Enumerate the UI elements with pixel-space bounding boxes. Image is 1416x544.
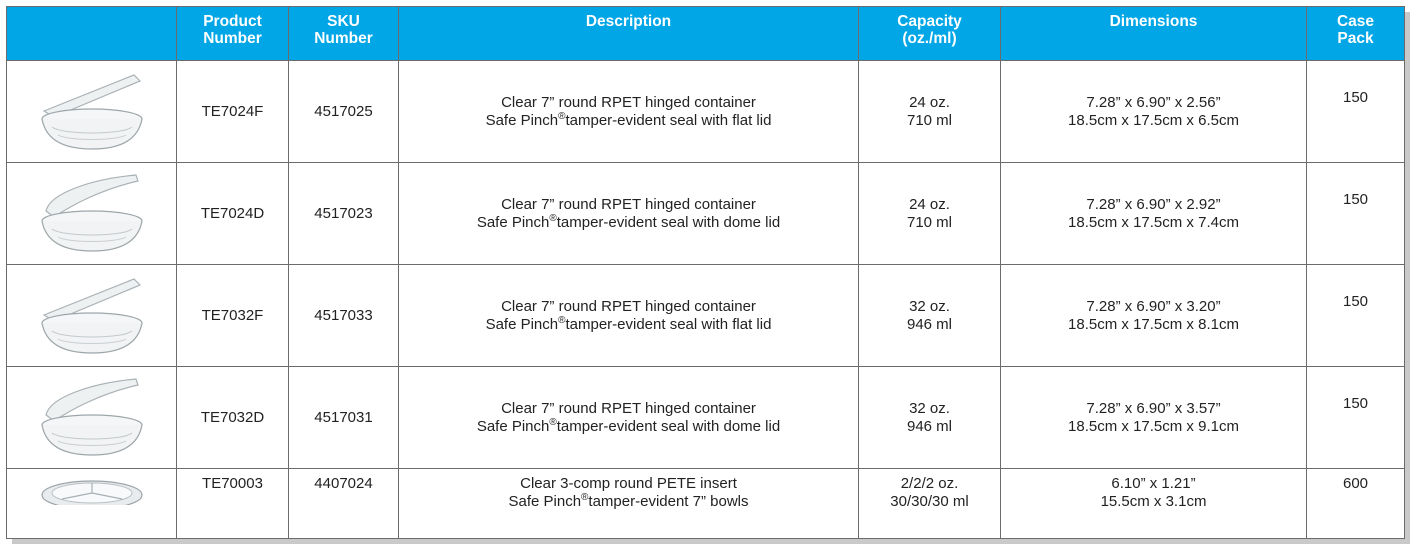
desc-1: Clear 7” round RPET hinged container	[501, 297, 756, 315]
desc-2a: Safe Pinch	[476, 417, 550, 435]
dim-1: 6.10” x 1.21”	[1111, 475, 1196, 492]
product-number-cell	[177, 163, 289, 265]
desc-2a: Safe Pinch	[485, 315, 559, 333]
case-pack: 150	[1342, 191, 1369, 208]
case-pack: 150	[1342, 89, 1369, 106]
dim-2: 15.5cm x 3.1cm	[1100, 493, 1207, 510]
description-cell	[399, 367, 859, 469]
registered-mark: ®	[558, 314, 566, 326]
product-number: TE70003	[202, 475, 263, 492]
dim-2: 18.5cm x 17.5cm x 7.4cm	[1068, 213, 1239, 231]
sku: 4517031	[314, 408, 373, 426]
dimensions-cell	[1001, 163, 1307, 265]
desc-2b: tamper-evident seal with dome lid	[556, 417, 781, 435]
product-number: TE7032D	[200, 408, 265, 426]
table-row	[7, 367, 1405, 469]
cap-2: 710 ml	[906, 213, 953, 231]
table-row	[7, 265, 1405, 367]
registered-mark: ®	[581, 492, 589, 503]
sku: 4517033	[314, 306, 373, 324]
description-cell	[399, 61, 859, 163]
cap-2: 30/30/30 ml	[890, 493, 969, 510]
desc-2a: Safe Pinch	[485, 111, 559, 129]
dim-1: 7.28” x 6.90” x 3.20”	[1086, 297, 1221, 315]
case-pack: 600	[1342, 475, 1369, 492]
cap-1: 24 oz.	[909, 195, 950, 213]
product-number-cell	[177, 367, 289, 469]
header-product-number: Product Number	[177, 7, 289, 61]
sku-cell	[289, 265, 399, 367]
product-number: TE7024F	[201, 102, 264, 120]
sku-cell	[289, 367, 399, 469]
sku: 4407024	[314, 475, 373, 492]
hinged-container-dome-lid-icon	[32, 375, 152, 461]
compartment-insert-icon	[32, 475, 152, 505]
product-table	[6, 6, 1405, 539]
table-header-row	[7, 7, 1405, 61]
desc-1: Clear 7” round RPET hinged container	[501, 399, 756, 417]
cap-1: 24 oz.	[909, 93, 950, 111]
table-row	[7, 163, 1405, 265]
case-pack: 150	[1342, 293, 1369, 310]
desc-2b: tamper-evident 7” bowls	[588, 493, 749, 510]
dimensions-cell	[1001, 367, 1307, 469]
description-cell	[399, 163, 859, 265]
product-number: TE7024D	[200, 204, 265, 222]
product-image-cell	[7, 61, 177, 163]
cap-2: 710 ml	[906, 111, 953, 129]
dim-1: 7.28” x 6.90” x 2.56”	[1086, 93, 1221, 111]
sku: 4517023	[314, 204, 373, 222]
cap-1: 32 oz.	[909, 297, 950, 315]
dim-2: 18.5cm x 17.5cm x 9.1cm	[1068, 417, 1239, 435]
desc-1: Clear 7” round RPET hinged container	[501, 195, 756, 213]
dim-1: 7.28” x 6.90” x 3.57”	[1086, 399, 1221, 417]
capacity-cell	[859, 367, 1001, 469]
dim-1: 7.28” x 6.90” x 2.92”	[1086, 195, 1221, 213]
header-description: Description	[399, 7, 859, 61]
cap-1: 32 oz.	[909, 399, 950, 417]
sku-cell	[289, 61, 399, 163]
dimensions-cell	[1001, 469, 1307, 539]
header-dimensions: Dimensions	[1001, 7, 1307, 61]
capacity-cell	[859, 265, 1001, 367]
dim-2: 18.5cm x 17.5cm x 6.5cm	[1068, 111, 1239, 129]
capacity-cell	[859, 163, 1001, 265]
product-image-cell	[7, 367, 177, 469]
desc-2b: tamper-evident seal with dome lid	[556, 213, 781, 231]
capacity-cell	[859, 469, 1001, 539]
sku-cell	[289, 163, 399, 265]
product-number-cell	[177, 61, 289, 163]
sku-cell	[289, 469, 399, 539]
case-pack-cell	[1307, 61, 1405, 163]
desc-1: Clear 7” round RPET hinged container	[501, 93, 756, 111]
product-number-cell	[177, 265, 289, 367]
product-number: TE7032F	[201, 306, 264, 324]
description-cell	[399, 265, 859, 367]
table-row	[7, 469, 1405, 539]
case-pack-cell	[1307, 163, 1405, 265]
dim-2: 18.5cm x 17.5cm x 8.1cm	[1068, 315, 1239, 333]
case-pack-cell	[1307, 469, 1405, 539]
product-image-cell	[7, 469, 177, 539]
header-case-pack: Case Pack	[1307, 7, 1405, 61]
hinged-container-flat-lid-icon	[32, 273, 152, 359]
case-pack-cell	[1307, 367, 1405, 469]
registered-mark: ®	[558, 110, 566, 122]
product-image-cell	[7, 163, 177, 265]
table-row	[7, 61, 1405, 163]
registered-mark: ®	[549, 416, 557, 428]
cap-2: 946 ml	[906, 417, 953, 435]
hinged-container-flat-lid-icon	[32, 69, 152, 155]
desc-2a: Safe Pinch	[476, 213, 550, 231]
dimensions-cell	[1001, 61, 1307, 163]
description-cell	[399, 469, 859, 539]
capacity-cell	[859, 61, 1001, 163]
registered-mark: ®	[549, 212, 557, 224]
desc-2b: tamper-evident seal with flat lid	[565, 315, 772, 333]
cap-1: 2/2/2 oz.	[900, 475, 959, 492]
case-pack-cell	[1307, 265, 1405, 367]
header-sku-number: SKU Number	[289, 7, 399, 61]
cap-2: 946 ml	[906, 315, 953, 333]
product-image-cell	[7, 265, 177, 367]
header-capacity: Capacity (oz./ml)	[859, 7, 1001, 61]
desc-2b: tamper-evident seal with flat lid	[565, 111, 772, 129]
dimensions-cell	[1001, 265, 1307, 367]
hinged-container-dome-lid-icon	[32, 171, 152, 257]
desc-2a: Safe Pinch	[508, 493, 582, 510]
case-pack: 150	[1342, 395, 1369, 412]
product-number-cell	[177, 469, 289, 539]
header-image	[7, 7, 177, 61]
sku: 4517025	[314, 102, 373, 120]
desc-1: Clear 3-comp round PETE insert	[520, 475, 737, 492]
